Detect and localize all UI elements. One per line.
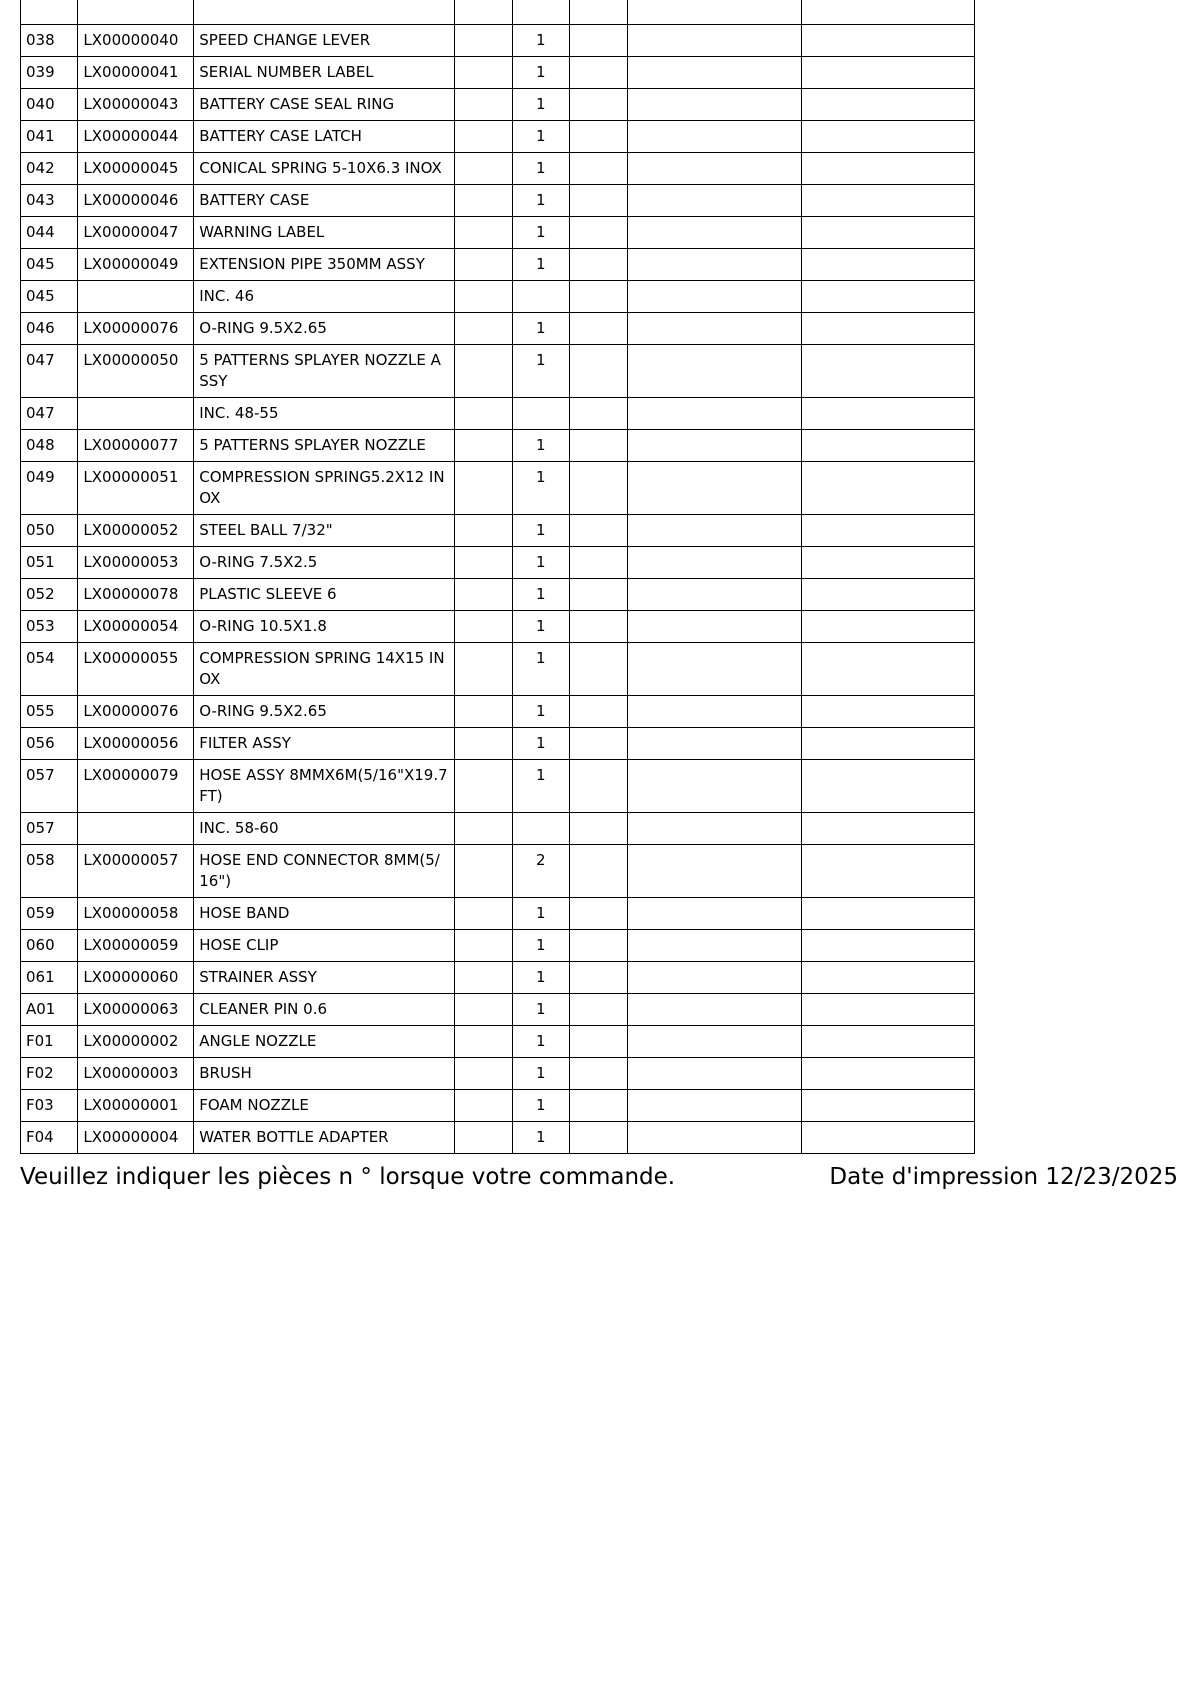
empty-cell — [628, 611, 801, 643]
empty-cell — [455, 430, 512, 462]
part-description-cell: WARNING LABEL — [194, 217, 455, 249]
empty-cell — [569, 153, 627, 185]
part-qty-cell: 1 — [512, 153, 569, 185]
empty-cell — [569, 579, 627, 611]
part-description-cell: BATTERY CASE SEAL RING — [194, 89, 455, 121]
part-code-cell: LX00000040 — [78, 25, 194, 57]
part-description-cell: PLASTIC SLEEVE 6 — [194, 579, 455, 611]
empty-cell — [628, 1090, 801, 1122]
empty-cell — [628, 515, 801, 547]
empty-cell — [455, 760, 512, 813]
part-code-cell: LX00000078 — [78, 579, 194, 611]
table-row — [21, 57, 975, 89]
part-description-cell: HOSE END CONNECTOR 8MM(5/16") — [194, 845, 455, 898]
empty-cell — [628, 728, 801, 760]
empty-cell — [628, 813, 801, 845]
part-qty-cell: 1 — [512, 121, 569, 153]
part-description-cell: HOSE BAND — [194, 898, 455, 930]
table-row — [21, 121, 975, 153]
empty-cell — [628, 345, 801, 398]
part-ref-cell: F02 — [21, 1058, 78, 1090]
empty-cell — [801, 1122, 974, 1154]
part-qty-cell: 1 — [512, 728, 569, 760]
empty-cell — [569, 89, 627, 121]
part-description-cell: O-RING 7.5X2.5 — [194, 547, 455, 579]
empty-cell — [455, 547, 512, 579]
empty-cell — [801, 25, 974, 57]
part-ref-cell: 045 — [21, 249, 78, 281]
empty-cell — [569, 249, 627, 281]
empty-cell — [628, 579, 801, 611]
empty-cell — [569, 430, 627, 462]
empty-cell — [455, 281, 512, 313]
part-description-cell: CONICAL SPRING 5-10X6.3 INOX — [194, 153, 455, 185]
empty-cell — [801, 89, 974, 121]
empty-cell — [455, 515, 512, 547]
table-row — [21, 462, 975, 515]
part-ref-cell: 044 — [21, 217, 78, 249]
part-qty-cell: 1 — [512, 611, 569, 643]
part-code-cell: LX00000076 — [78, 696, 194, 728]
empty-cell — [801, 845, 974, 898]
empty-cell — [569, 611, 627, 643]
table-row — [21, 1090, 975, 1122]
empty-cell — [455, 25, 512, 57]
part-code-cell: LX00000001 — [78, 1090, 194, 1122]
part-description-cell: INC. 46 — [194, 281, 455, 313]
empty-cell — [801, 121, 974, 153]
empty-cell — [628, 962, 801, 994]
empty-cell — [569, 313, 627, 345]
table-row — [21, 1122, 975, 1154]
part-qty-cell: 1 — [512, 930, 569, 962]
empty-cell — [628, 845, 801, 898]
part-ref-cell: 042 — [21, 153, 78, 185]
part-ref-cell: 052 — [21, 579, 78, 611]
empty-cell — [628, 217, 801, 249]
empty-cell — [628, 398, 801, 430]
part-description-cell: SPEED CHANGE LEVER — [194, 25, 455, 57]
empty-cell — [628, 313, 801, 345]
table-row — [21, 217, 975, 249]
empty-cell — [628, 430, 801, 462]
empty-cell — [801, 579, 974, 611]
empty-cell — [628, 547, 801, 579]
empty-cell — [801, 249, 974, 281]
empty-cell — [628, 1058, 801, 1090]
table-row — [21, 89, 975, 121]
table-row — [21, 547, 975, 579]
empty-cell — [569, 1058, 627, 1090]
table-row — [21, 249, 975, 281]
empty-cell — [628, 760, 801, 813]
part-code-cell: LX00000054 — [78, 611, 194, 643]
part-code-cell: LX00000053 — [78, 547, 194, 579]
empty-cell — [455, 89, 512, 121]
part-code-cell: LX00000002 — [78, 1026, 194, 1058]
empty-cell — [455, 153, 512, 185]
table-row — [21, 579, 975, 611]
empty-cell — [628, 249, 801, 281]
part-description-cell: O-RING 10.5X1.8 — [194, 611, 455, 643]
empty-cell — [455, 813, 512, 845]
part-ref-cell: A01 — [21, 994, 78, 1026]
part-code-cell: LX00000055 — [78, 643, 194, 696]
part-ref-cell: F03 — [21, 1090, 78, 1122]
part-ref-cell: 043 — [21, 185, 78, 217]
part-ref-cell: 061 — [21, 962, 78, 994]
table-row — [21, 696, 975, 728]
part-qty-cell: 1 — [512, 345, 569, 398]
empty-cell — [569, 57, 627, 89]
empty-cell — [801, 515, 974, 547]
part-description-cell: O-RING 9.5X2.65 — [194, 313, 455, 345]
part-qty-cell — [512, 281, 569, 313]
empty-cell — [801, 643, 974, 696]
part-qty-cell: 1 — [512, 1122, 569, 1154]
part-ref-cell: 038 — [21, 25, 78, 57]
part-qty-cell: 1 — [512, 57, 569, 89]
empty-cell — [628, 25, 801, 57]
table-row — [21, 845, 975, 898]
part-qty-cell: 1 — [512, 898, 569, 930]
table-row — [21, 398, 975, 430]
order-note: Veuillez indiquer les pièces n ° lorsque votre commande. — [20, 1164, 676, 1190]
part-qty-cell: 1 — [512, 25, 569, 57]
part-code-cell: LX00000003 — [78, 1058, 194, 1090]
empty-cell — [801, 217, 974, 249]
empty-cell — [801, 185, 974, 217]
part-description-cell: COMPRESSION SPRING5.2X12 INOX — [194, 462, 455, 515]
part-code-cell: LX00000060 — [78, 962, 194, 994]
empty-cell — [569, 345, 627, 398]
empty-cell — [455, 121, 512, 153]
part-description-cell: HOSE ASSY 8MMX6M(5/16"X19.7FT) — [194, 760, 455, 813]
table-row — [21, 430, 975, 462]
part-qty-cell: 1 — [512, 313, 569, 345]
part-ref-cell: 048 — [21, 430, 78, 462]
empty-cell — [569, 696, 627, 728]
empty-cell — [569, 1122, 627, 1154]
table-row — [21, 1026, 975, 1058]
empty-cell — [455, 994, 512, 1026]
empty-cell — [455, 57, 512, 89]
part-code-cell: LX00000045 — [78, 153, 194, 185]
part-code-cell — [78, 398, 194, 430]
part-code-cell: LX00000057 — [78, 845, 194, 898]
table-row — [21, 345, 975, 398]
part-ref-cell: 045 — [21, 281, 78, 313]
part-ref-cell: 050 — [21, 515, 78, 547]
part-qty-cell: 1 — [512, 1026, 569, 1058]
table-row — [21, 1058, 975, 1090]
empty-cell — [628, 153, 801, 185]
empty-cell — [801, 813, 974, 845]
part-description-cell: STEEL BALL 7/32" — [194, 515, 455, 547]
part-qty-cell: 1 — [512, 579, 569, 611]
part-qty-cell: 1 — [512, 185, 569, 217]
part-qty-cell: 1 — [512, 547, 569, 579]
part-description-cell: HOSE CLIP — [194, 930, 455, 962]
part-qty-cell: 1 — [512, 217, 569, 249]
part-ref-cell: 054 — [21, 643, 78, 696]
part-description-cell: O-RING 9.5X2.65 — [194, 696, 455, 728]
empty-cell — [628, 1026, 801, 1058]
part-ref-cell: 049 — [21, 462, 78, 515]
empty-cell — [455, 462, 512, 515]
empty-cell — [801, 430, 974, 462]
empty-cell — [569, 121, 627, 153]
empty-cell — [628, 898, 801, 930]
empty-cell — [569, 185, 627, 217]
part-description-cell: FILTER ASSY — [194, 728, 455, 760]
part-description-cell: INC. 48-55 — [194, 398, 455, 430]
part-code-cell: LX00000041 — [78, 57, 194, 89]
table-row — [21, 515, 975, 547]
table-row — [21, 185, 975, 217]
empty-cell — [455, 728, 512, 760]
empty-cell — [455, 345, 512, 398]
part-code-cell: LX00000051 — [78, 462, 194, 515]
part-ref-cell: F01 — [21, 1026, 78, 1058]
empty-cell — [569, 898, 627, 930]
empty-cell — [569, 217, 627, 249]
part-description-cell: 5 PATTERNS SPLAYER NOZZLE ASSY — [194, 345, 455, 398]
part-ref-cell: 058 — [21, 845, 78, 898]
part-ref-cell: 055 — [21, 696, 78, 728]
empty-cell — [455, 579, 512, 611]
print-date: Date d'impression 12/23/2025 — [829, 1164, 1178, 1190]
empty-cell — [455, 217, 512, 249]
table-row — [21, 313, 975, 345]
empty-cell — [628, 121, 801, 153]
part-ref-cell: 047 — [21, 345, 78, 398]
empty-cell — [801, 1026, 974, 1058]
empty-cell — [801, 696, 974, 728]
part-qty-cell — [512, 813, 569, 845]
part-ref-cell: 046 — [21, 313, 78, 345]
part-description-cell: 5 PATTERNS SPLAYER NOZZLE — [194, 430, 455, 462]
empty-cell — [628, 89, 801, 121]
part-description-cell: BATTERY CASE LATCH — [194, 121, 455, 153]
part-code-cell: LX00000056 — [78, 728, 194, 760]
part-ref-cell: F04 — [21, 1122, 78, 1154]
empty-cell — [455, 1026, 512, 1058]
part-ref-cell: 039 — [21, 57, 78, 89]
table-row — [21, 25, 975, 57]
empty-cell — [569, 728, 627, 760]
table-row — [21, 994, 975, 1026]
part-ref-cell: 057 — [21, 813, 78, 845]
part-qty-cell: 1 — [512, 249, 569, 281]
empty-cell — [801, 898, 974, 930]
part-ref-cell: 059 — [21, 898, 78, 930]
part-ref-cell: 060 — [21, 930, 78, 962]
part-code-cell — [78, 281, 194, 313]
part-ref-cell: 041 — [21, 121, 78, 153]
part-ref-cell: 047 — [21, 398, 78, 430]
empty-cell — [569, 1026, 627, 1058]
table-row — [21, 813, 975, 845]
part-qty-cell: 1 — [512, 89, 569, 121]
empty-cell — [569, 1090, 627, 1122]
empty-cell — [455, 1058, 512, 1090]
table-row — [21, 611, 975, 643]
empty-cell — [455, 962, 512, 994]
table-row — [21, 281, 975, 313]
part-description-cell: WATER BOTTLE ADAPTER — [194, 1122, 455, 1154]
empty-cell — [455, 398, 512, 430]
empty-cell — [801, 611, 974, 643]
parts-table-body — [21, 0, 975, 1154]
empty-cell — [628, 643, 801, 696]
part-description-cell: FOAM NOZZLE — [194, 1090, 455, 1122]
empty-cell — [569, 930, 627, 962]
empty-cell — [569, 813, 627, 845]
part-description-cell: INC. 58-60 — [194, 813, 455, 845]
part-qty-cell: 1 — [512, 515, 569, 547]
empty-cell — [569, 994, 627, 1026]
part-code-cell — [78, 813, 194, 845]
empty-cell — [628, 994, 801, 1026]
part-qty-cell: 1 — [512, 696, 569, 728]
empty-cell — [455, 1122, 512, 1154]
part-description-cell: SERIAL NUMBER LABEL — [194, 57, 455, 89]
table-row — [21, 153, 975, 185]
part-description-cell: EXTENSION PIPE 350MM ASSY — [194, 249, 455, 281]
part-ref-cell: 040 — [21, 89, 78, 121]
empty-cell — [801, 398, 974, 430]
empty-cell — [455, 643, 512, 696]
part-ref-cell: 056 — [21, 728, 78, 760]
part-code-cell: LX00000052 — [78, 515, 194, 547]
empty-cell — [628, 185, 801, 217]
table-row — [21, 760, 975, 813]
empty-cell — [569, 398, 627, 430]
empty-cell — [569, 760, 627, 813]
empty-cell — [801, 728, 974, 760]
empty-cell — [569, 547, 627, 579]
part-qty-cell: 1 — [512, 760, 569, 813]
part-qty-cell: 1 — [512, 462, 569, 515]
empty-cell — [628, 57, 801, 89]
empty-cell — [569, 643, 627, 696]
part-description-cell: ANGLE NOZZLE — [194, 1026, 455, 1058]
part-qty-cell: 1 — [512, 962, 569, 994]
part-code-cell: LX00000004 — [78, 1122, 194, 1154]
empty-cell — [801, 313, 974, 345]
empty-cell — [455, 313, 512, 345]
empty-cell — [455, 185, 512, 217]
empty-cell — [455, 898, 512, 930]
empty-cell — [801, 281, 974, 313]
part-code-cell: LX00000050 — [78, 345, 194, 398]
empty-cell — [628, 696, 801, 728]
empty-cell — [801, 930, 974, 962]
table-row — [21, 898, 975, 930]
empty-cell — [569, 462, 627, 515]
empty-cell — [628, 1122, 801, 1154]
part-description-cell: BRUSH — [194, 1058, 455, 1090]
empty-cell — [801, 57, 974, 89]
part-code-cell: LX00000077 — [78, 430, 194, 462]
empty-cell — [628, 281, 801, 313]
empty-cell — [801, 345, 974, 398]
table-row — [21, 962, 975, 994]
part-code-cell: LX00000044 — [78, 121, 194, 153]
empty-cell — [455, 611, 512, 643]
empty-cell — [455, 1090, 512, 1122]
empty-cell — [569, 25, 627, 57]
part-description-cell: CLEANER PIN 0.6 — [194, 994, 455, 1026]
part-code-cell: LX00000049 — [78, 249, 194, 281]
part-description-cell: STRAINER ASSY — [194, 962, 455, 994]
part-ref-cell: 051 — [21, 547, 78, 579]
part-code-cell: LX00000059 — [78, 930, 194, 962]
table-continuation-row — [21, 0, 975, 25]
empty-cell — [801, 1058, 974, 1090]
part-ref-cell: 053 — [21, 611, 78, 643]
part-code-cell: LX00000063 — [78, 994, 194, 1026]
empty-cell — [801, 994, 974, 1026]
empty-cell — [569, 962, 627, 994]
part-qty-cell: 1 — [512, 430, 569, 462]
part-code-cell: LX00000076 — [78, 313, 194, 345]
empty-cell — [569, 281, 627, 313]
empty-cell — [455, 930, 512, 962]
part-qty-cell: 1 — [512, 643, 569, 696]
part-qty-cell: 1 — [512, 1058, 569, 1090]
empty-cell — [455, 696, 512, 728]
part-description-cell: BATTERY CASE — [194, 185, 455, 217]
empty-cell — [801, 1090, 974, 1122]
empty-cell — [801, 547, 974, 579]
part-description-cell: COMPRESSION SPRING 14X15 INOX — [194, 643, 455, 696]
part-qty-cell: 1 — [512, 994, 569, 1026]
part-qty-cell: 1 — [512, 1090, 569, 1122]
part-code-cell: LX00000043 — [78, 89, 194, 121]
empty-cell — [455, 249, 512, 281]
table-row — [21, 643, 975, 696]
empty-cell — [628, 462, 801, 515]
part-qty-cell — [512, 398, 569, 430]
part-code-cell: LX00000047 — [78, 217, 194, 249]
table-row — [21, 930, 975, 962]
part-code-cell: LX00000079 — [78, 760, 194, 813]
empty-cell — [628, 930, 801, 962]
part-code-cell: LX00000046 — [78, 185, 194, 217]
empty-cell — [801, 962, 974, 994]
part-code-cell: LX00000058 — [78, 898, 194, 930]
part-qty-cell: 2 — [512, 845, 569, 898]
empty-cell — [569, 845, 627, 898]
empty-cell — [801, 153, 974, 185]
part-ref-cell: 057 — [21, 760, 78, 813]
parts-table — [20, 0, 975, 1154]
empty-cell — [801, 760, 974, 813]
empty-cell — [569, 515, 627, 547]
empty-cell — [455, 845, 512, 898]
table-row — [21, 728, 975, 760]
empty-cell — [801, 462, 974, 515]
